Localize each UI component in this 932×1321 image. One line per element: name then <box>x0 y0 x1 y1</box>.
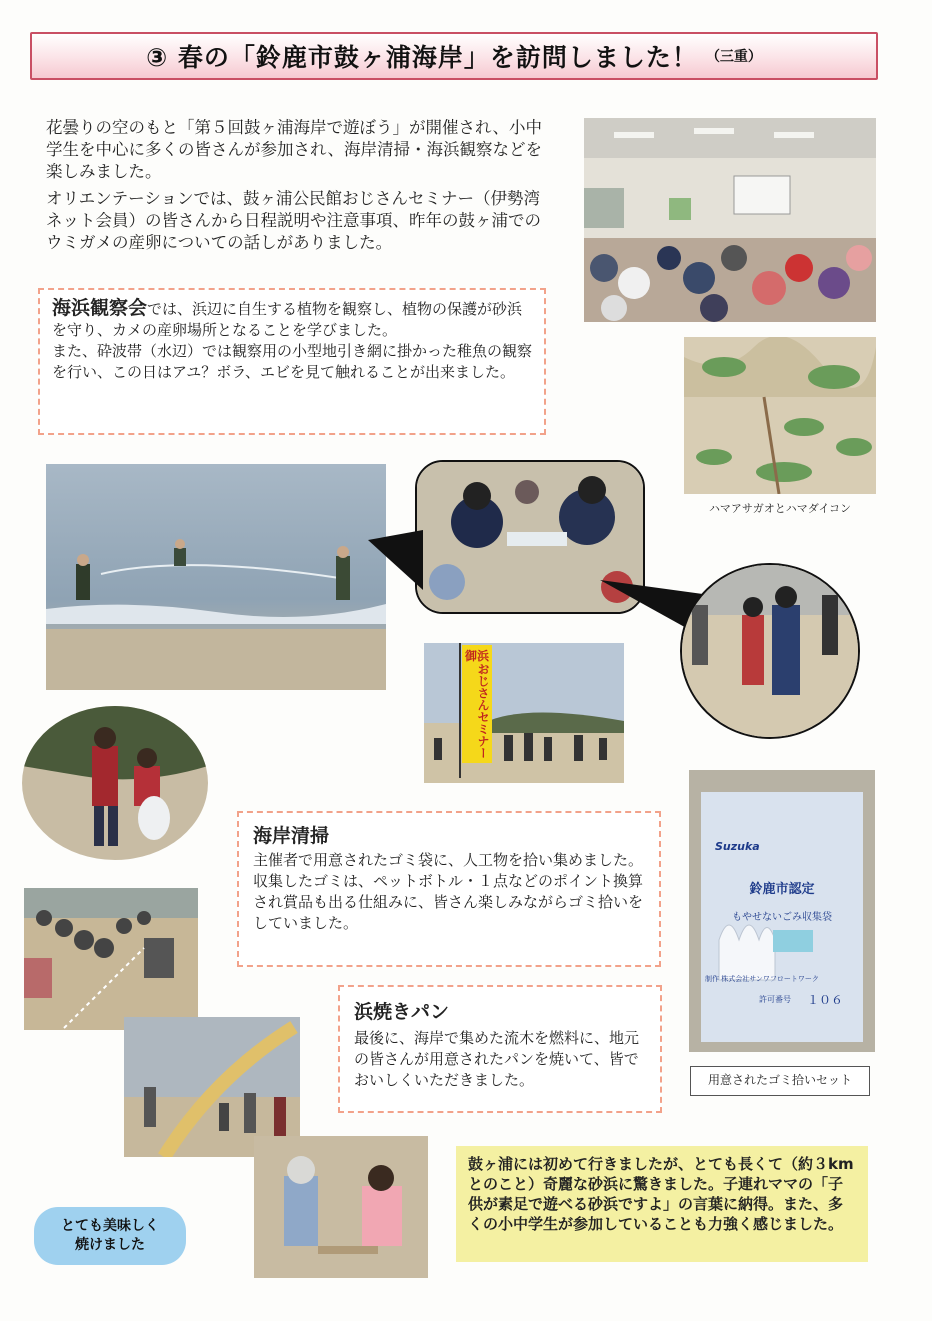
caption-beach-plants: ハマアサガオとハマダイコン <box>708 502 852 515</box>
trash-bag-line-1: 鈴鹿市認定 <box>749 882 815 897</box>
bubble-line-2: 焼けました <box>75 1237 145 1253</box>
pointer-arrow <box>368 530 428 600</box>
page-title-bar <box>30 32 878 80</box>
trash-bag-permit-label: 許可番号 <box>759 995 791 1004</box>
page-subtitle: （三重） <box>705 49 762 65</box>
bubble-line-1: とても美味しく <box>61 1218 159 1234</box>
photo-kids-on-beach <box>680 563 860 739</box>
photo-beach-plants <box>684 337 876 494</box>
photo-children-eating <box>254 1136 428 1278</box>
trash-bag-brand: Suzuka <box>715 840 760 853</box>
photo-seminar-banner <box>424 643 624 783</box>
comment-box: 鼓ヶ浦には初めて行きましたが、とても長くて（約３kmとのこと）奇麗な砂浜に驚きました。子連れママの「子供が素足で遊べる砂浜ですよ」の言葉に納得。また、多くの小中学生が参加していることも力強く感じました。 <box>456 1146 868 1262</box>
observation-box <box>38 288 546 435</box>
photo-orientation-hall <box>584 118 876 322</box>
trash-bag-permit-number: １０６ <box>807 993 844 1007</box>
trash-bag-small-print: 制作 株式会社サンワフロートワーク <box>705 975 819 983</box>
banner-top-text: 御浜 <box>464 649 489 663</box>
photo-trash-bag-set <box>689 770 875 1052</box>
observation-text-1: では、浜辺に自生する植物を観察し、植物の保護が砂浜を守り、カメの産卵場所となることを学びました。 <box>52 300 523 339</box>
page-title: ③ 春の「鈴鹿市鼓ヶ浦海岸」を訪問しました！ <box>146 43 698 72</box>
cleanup-text-1: 主催者で用意されたゴミ袋に、人工物を拾い集めました。 <box>253 851 644 869</box>
observation-title: 海浜観察会 <box>52 297 148 319</box>
bread-text: 最後に、海岸で集めた流木を燃料に、地元の皆さんが用意されたパンを焼いて、皆でおいしくいただきました。 <box>354 1029 640 1089</box>
trash-bag-line-2: もやせないごみ収集袋 <box>732 912 832 923</box>
banner-vertical-text: おじさんセミナー <box>476 663 490 759</box>
intro-paragraph-1: 花曇りの空のもと「第５回鼓ヶ浦海岸で遊ぼう」が開催され、小中学生を中心に多くの皆さんが参加され、海岸清掃・海浜観察などを楽しみました。 <box>46 118 542 181</box>
intro-paragraph-2: オリエンテーションでは、鼓ヶ浦公民館おじさんセミナー（伊勢湾ネット会員）の皆さんから日程説明や注意事項、昨年の鼓ヶ浦でのウミガメの産卵についての話しがありました。 <box>46 189 541 252</box>
photo-seine-net <box>46 464 386 690</box>
observation-text-2: また、砕波帯（水辺）では観察用の小型地引き網に掛かった稚魚の観察を行い、この日はアユ？ボラ、エビを見て触れることが出来ました。 <box>52 342 533 381</box>
photo-cleanup-line <box>24 888 198 1030</box>
caption-trash-set: 用意されたゴミ拾いセット <box>690 1066 870 1096</box>
cleanup-box <box>237 811 661 967</box>
photo-trash-picking <box>22 706 208 860</box>
cleanup-title: 海岸清掃 <box>253 825 330 847</box>
bread-title: 浜焼きパン <box>354 1001 450 1023</box>
tasty-bubble <box>34 1207 186 1265</box>
cleanup-text-2: 収集したゴミは、ペットボトル・１点などのポイント換算され賞品も出る仕組みに、皆さん楽しみながらゴミ拾いをしていました。 <box>253 872 644 932</box>
bread-box <box>338 985 662 1113</box>
